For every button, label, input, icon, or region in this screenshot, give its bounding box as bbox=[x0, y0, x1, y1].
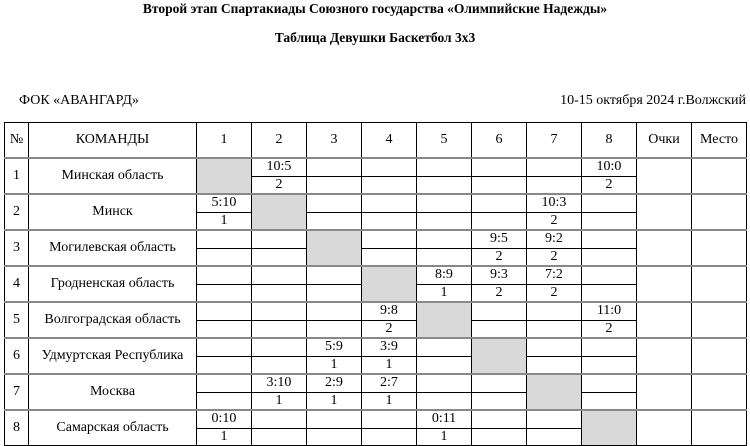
score-cell: 0:10 bbox=[197, 410, 252, 428]
match-points-cell: 2 bbox=[582, 320, 637, 338]
score-cell: 9:8 bbox=[362, 302, 417, 320]
column-header-num: № bbox=[5, 123, 29, 159]
place-cell bbox=[692, 338, 747, 374]
score-cell bbox=[527, 302, 582, 320]
place-cell bbox=[692, 158, 747, 194]
column-header-place: Место bbox=[692, 123, 747, 159]
match-points-cell: 1 bbox=[417, 284, 472, 302]
score-cell bbox=[252, 266, 307, 284]
table-row bbox=[5, 158, 747, 176]
document-subtitle: Таблица Девушки Баскетбол 3х3 bbox=[274, 30, 476, 45]
column-header-4: 4 bbox=[362, 123, 417, 159]
score-cell bbox=[527, 158, 582, 176]
venue-label: ФОК «АВАНГАРД» bbox=[19, 93, 139, 108]
score-cell bbox=[417, 338, 472, 356]
team-name: Удмуртская Республика bbox=[29, 338, 197, 374]
team-number: 4 bbox=[5, 266, 29, 302]
score-cell bbox=[362, 410, 417, 428]
place-cell bbox=[692, 230, 747, 266]
score-cell: 7:2 bbox=[527, 266, 582, 284]
match-points-cell bbox=[307, 176, 362, 194]
table-row bbox=[5, 338, 747, 356]
score-cell bbox=[197, 266, 252, 284]
team-number: 5 bbox=[5, 302, 29, 338]
score-cell bbox=[252, 338, 307, 356]
score-cell: 2:7 bbox=[362, 374, 417, 392]
place-cell bbox=[692, 194, 747, 230]
match-points-cell: 1 bbox=[307, 356, 362, 374]
match-points-cell: 1 bbox=[197, 428, 252, 446]
team-number: 1 bbox=[5, 158, 29, 194]
match-points-cell bbox=[527, 320, 582, 338]
total-points-cell bbox=[637, 410, 692, 446]
column-header-5: 5 bbox=[417, 123, 472, 159]
score-cell bbox=[307, 410, 362, 428]
score-cell: 9:5 bbox=[472, 230, 527, 248]
diagonal-cell bbox=[472, 338, 527, 374]
team-number: 3 bbox=[5, 230, 29, 266]
match-points-cell bbox=[417, 248, 472, 266]
match-points-cell bbox=[527, 428, 582, 446]
match-points-cell bbox=[527, 176, 582, 194]
match-points-cell bbox=[252, 248, 307, 266]
match-points-cell bbox=[197, 248, 252, 266]
match-points-cell bbox=[472, 392, 527, 410]
match-points-cell bbox=[527, 356, 582, 374]
column-header-7: 7 bbox=[527, 123, 582, 159]
score-cell bbox=[582, 194, 637, 212]
score-cell bbox=[307, 266, 362, 284]
column-header-points: Очки bbox=[637, 123, 692, 159]
match-points-cell bbox=[472, 212, 527, 230]
score-cell bbox=[417, 194, 472, 212]
score-cell bbox=[472, 374, 527, 392]
diagonal-cell bbox=[362, 266, 417, 302]
score-cell bbox=[362, 230, 417, 248]
team-number: 2 bbox=[5, 194, 29, 230]
diagonal-cell bbox=[582, 410, 637, 446]
score-cell: 9:2 bbox=[527, 230, 582, 248]
match-points-cell bbox=[582, 212, 637, 230]
match-points-cell: 1 bbox=[362, 356, 417, 374]
score-cell bbox=[417, 374, 472, 392]
score-cell: 2:9 bbox=[307, 374, 362, 392]
table-row bbox=[5, 194, 747, 212]
column-header-2: 2 bbox=[252, 123, 307, 159]
match-points-cell bbox=[252, 284, 307, 302]
total-points-cell bbox=[637, 374, 692, 410]
table-row bbox=[5, 302, 747, 320]
score-cell: 5:9 bbox=[307, 338, 362, 356]
score-cell bbox=[417, 158, 472, 176]
score-cell bbox=[307, 158, 362, 176]
team-name: Минская область bbox=[29, 158, 197, 194]
match-points-cell bbox=[472, 176, 527, 194]
diagonal-cell bbox=[197, 158, 252, 194]
diagonal-cell bbox=[252, 194, 307, 230]
table-row bbox=[5, 266, 747, 284]
team-number: 8 bbox=[5, 410, 29, 446]
score-cell bbox=[197, 302, 252, 320]
match-points-cell: 2 bbox=[362, 320, 417, 338]
total-points-cell bbox=[637, 158, 692, 194]
score-cell bbox=[472, 194, 527, 212]
score-cell: 8:9 bbox=[417, 266, 472, 284]
score-cell bbox=[472, 410, 527, 428]
column-header-3: 3 bbox=[307, 123, 362, 159]
match-points-cell bbox=[582, 284, 637, 302]
total-points-cell bbox=[637, 302, 692, 338]
match-points-cell bbox=[362, 248, 417, 266]
match-points-cell: 1 bbox=[307, 392, 362, 410]
match-points-cell bbox=[197, 320, 252, 338]
match-points-cell bbox=[252, 356, 307, 374]
team-number: 7 bbox=[5, 374, 29, 410]
table-row bbox=[5, 374, 747, 392]
match-points-cell: 2 bbox=[252, 176, 307, 194]
match-points-cell bbox=[197, 356, 252, 374]
score-cell: 3:9 bbox=[362, 338, 417, 356]
document-title: Второй этап Спартакиады Союзного государства «Олимпийские Надежды» bbox=[142, 1, 608, 16]
score-cell bbox=[252, 230, 307, 248]
score-cell bbox=[582, 374, 637, 392]
score-cell bbox=[527, 410, 582, 428]
match-points-cell bbox=[252, 320, 307, 338]
total-points-cell bbox=[637, 266, 692, 302]
score-cell bbox=[197, 338, 252, 356]
match-points-cell bbox=[307, 284, 362, 302]
score-cell bbox=[252, 302, 307, 320]
match-points-cell bbox=[362, 176, 417, 194]
column-header-6: 6 bbox=[472, 123, 527, 159]
match-points-cell bbox=[197, 392, 252, 410]
match-points-cell: 2 bbox=[527, 284, 582, 302]
place-cell bbox=[692, 266, 747, 302]
match-points-cell bbox=[362, 212, 417, 230]
match-points-cell: 1 bbox=[197, 212, 252, 230]
match-points-cell bbox=[307, 428, 362, 446]
match-points-cell: 1 bbox=[362, 392, 417, 410]
score-cell bbox=[307, 194, 362, 212]
match-points-cell bbox=[417, 176, 472, 194]
match-points-cell bbox=[197, 284, 252, 302]
match-points-cell bbox=[472, 320, 527, 338]
place-cell bbox=[692, 374, 747, 410]
score-cell bbox=[472, 158, 527, 176]
score-cell bbox=[582, 338, 637, 356]
score-cell: 10:3 bbox=[527, 194, 582, 212]
diagonal-cell bbox=[417, 302, 472, 338]
diagonal-cell bbox=[527, 374, 582, 410]
table-row bbox=[5, 230, 747, 248]
match-points-cell bbox=[417, 392, 472, 410]
total-points-cell bbox=[637, 338, 692, 374]
match-points-cell bbox=[472, 428, 527, 446]
score-cell bbox=[252, 410, 307, 428]
team-name: Минск bbox=[29, 194, 197, 230]
match-points-cell: 2 bbox=[527, 212, 582, 230]
date-place-label: 10-15 октября 2024 г.Волжский bbox=[560, 93, 746, 108]
match-points-cell: 2 bbox=[472, 284, 527, 302]
match-points-cell: 1 bbox=[252, 392, 307, 410]
place-cell bbox=[692, 302, 747, 338]
score-cell: 5:10 bbox=[197, 194, 252, 212]
column-header-8: 8 bbox=[582, 123, 637, 159]
column-header-teams: КОМАНДЫ bbox=[29, 123, 197, 159]
score-cell bbox=[417, 230, 472, 248]
score-cell bbox=[197, 230, 252, 248]
score-cell: 11:0 bbox=[582, 302, 637, 320]
match-points-cell bbox=[582, 248, 637, 266]
score-cell bbox=[582, 266, 637, 284]
score-cell bbox=[472, 302, 527, 320]
score-cell bbox=[307, 302, 362, 320]
match-points-cell bbox=[582, 356, 637, 374]
match-points-cell: 2 bbox=[582, 176, 637, 194]
match-points-cell bbox=[252, 428, 307, 446]
score-cell: 0:11 bbox=[417, 410, 472, 428]
score-cell: 3:10 bbox=[252, 374, 307, 392]
column-header-1: 1 bbox=[197, 123, 252, 159]
score-cell bbox=[197, 374, 252, 392]
table-header-row bbox=[5, 123, 747, 159]
match-points-cell: 2 bbox=[472, 248, 527, 266]
score-cell bbox=[362, 158, 417, 176]
total-points-cell bbox=[637, 194, 692, 230]
team-name: Волгоградская область bbox=[29, 302, 197, 338]
score-cell bbox=[362, 194, 417, 212]
score-cell bbox=[527, 338, 582, 356]
score-cell bbox=[582, 230, 637, 248]
table-row bbox=[5, 410, 747, 428]
match-points-cell bbox=[582, 392, 637, 410]
score-cell: 9:3 bbox=[472, 266, 527, 284]
match-points-cell: 1 bbox=[417, 428, 472, 446]
match-points-cell bbox=[307, 212, 362, 230]
standings-body bbox=[5, 158, 747, 446]
diagonal-cell bbox=[307, 230, 362, 266]
team-name: Гродненская область bbox=[29, 266, 197, 302]
team-name: Могилевская область bbox=[29, 230, 197, 266]
match-points-cell: 2 bbox=[527, 248, 582, 266]
team-name: Москва bbox=[29, 374, 197, 410]
match-points-cell bbox=[307, 320, 362, 338]
match-points-cell bbox=[417, 212, 472, 230]
place-cell bbox=[692, 410, 747, 446]
score-cell: 10:0 bbox=[582, 158, 637, 176]
match-points-cell bbox=[362, 428, 417, 446]
score-cell: 10:5 bbox=[252, 158, 307, 176]
total-points-cell bbox=[637, 230, 692, 266]
team-name: Самарская область bbox=[29, 410, 197, 446]
match-points-cell bbox=[417, 356, 472, 374]
team-number: 6 bbox=[5, 338, 29, 374]
standings-table bbox=[4, 122, 747, 446]
